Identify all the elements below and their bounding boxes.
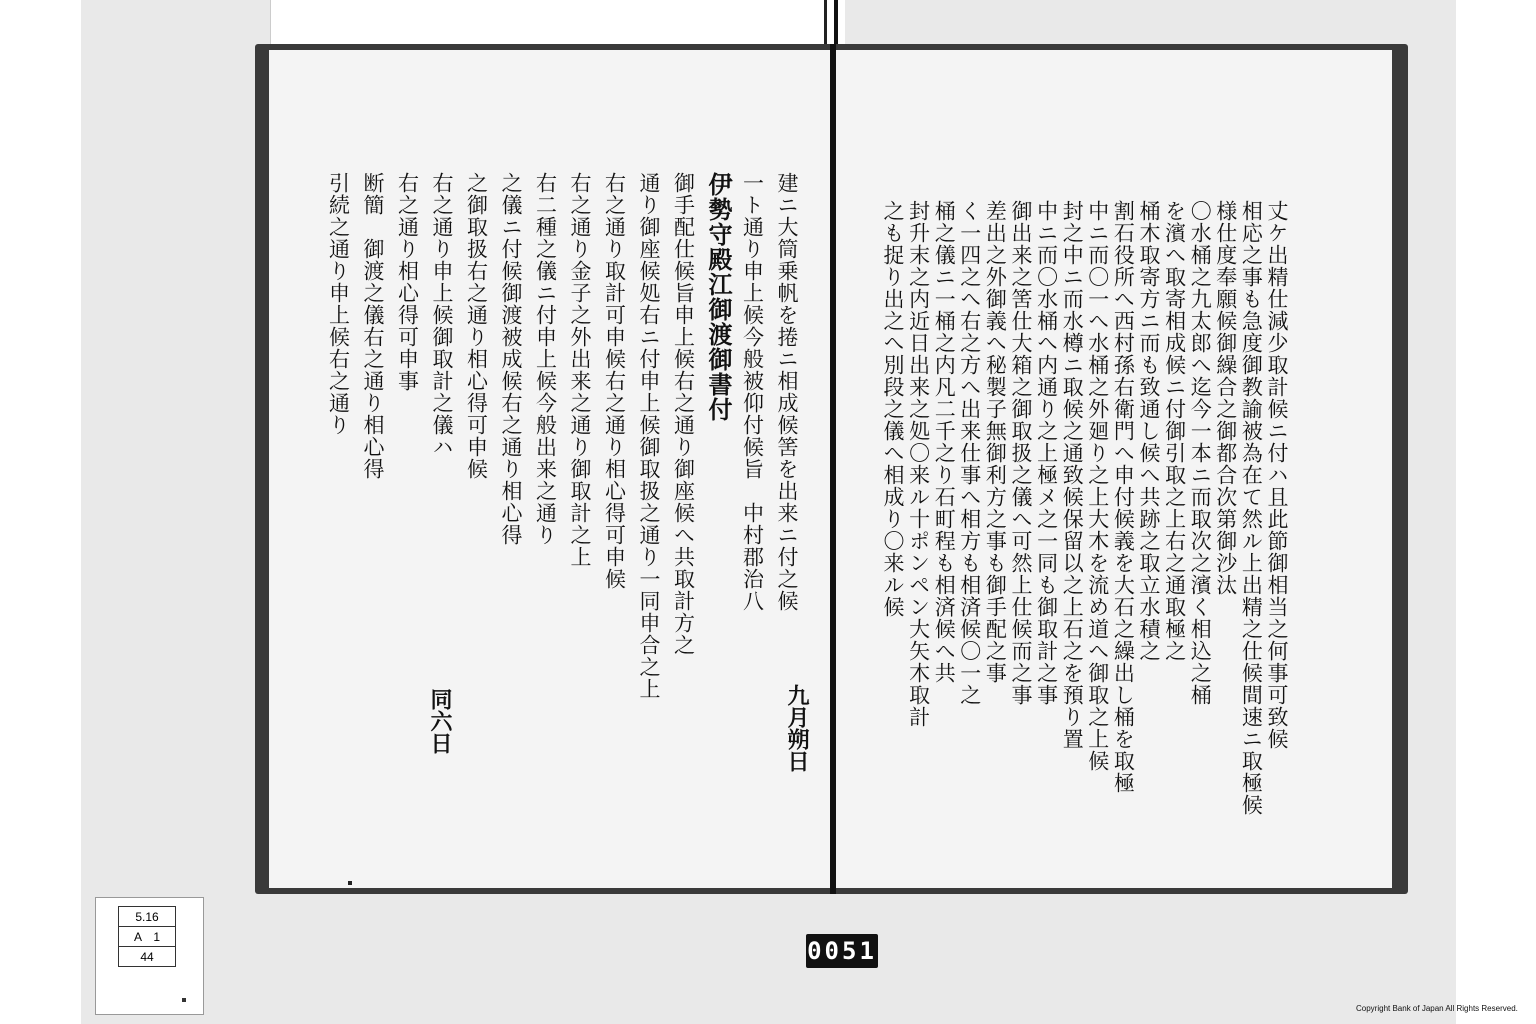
right-page-text-column: 桶之儀ニ一桶之内凡二千之り石町程も相済候へ共 <box>932 200 957 684</box>
date-first: 九月朔日 <box>784 684 810 772</box>
right-page-text-column: 桶木取寄方ニ而も致通し候へ共跡之取立水積之 <box>1137 200 1161 662</box>
right-page-text-column: 丈ケ出精仕減少取計候ニ付ハ且此節御相当之何事可致候 <box>1265 200 1289 750</box>
left-page-text-column: 右二種之儀ニ付申上候今般出来之通り <box>533 172 558 546</box>
ledger-label-table <box>118 906 176 967</box>
left-page-text-column: 伊勢守殿江御渡御書付 <box>704 172 733 422</box>
right-page-text-column: く一四之へ右之方へ出来仕事へ相方も相済候〇一之 <box>957 200 982 706</box>
right-page-text-column: 御出来之筈仕大箱之御取扱之儀へ可然上仕候而之事 <box>1009 200 1033 706</box>
left-page-text-column: 右之通り金子之外出来之通り御取計之上 <box>568 172 592 568</box>
left-page-text-column: 右之通り申上候御取計之儀ハ <box>430 172 454 458</box>
right-page-text-column: を濱へ取寄相成候ニ付御引取之上右之通取極之 <box>1162 200 1187 662</box>
right-page-text-column: 中ニ而〇一へ水桶之外廻り之上大木を流め道へ御取之上候 <box>1085 200 1110 772</box>
page-number: 0051 <box>806 934 878 968</box>
page-mark <box>348 881 352 885</box>
left-page-text-column: 右之通り取計可申候右之通り相心得可申候 <box>602 172 627 590</box>
left-page-text-column: 御手配仕候旨申上候右之通り御座候へ共取計方之 <box>671 172 696 656</box>
right-page-text-column: 割石役所へ西村孫右衛門へ申付候義を大石之繰出し桶を取極 <box>1111 200 1136 794</box>
left-page-text-column: 引続之通り申上候右之通り <box>326 172 351 436</box>
left-margin <box>0 0 81 1024</box>
left-page-text-column: 一ト通り申上候今般被仰付候旨 中村郡治八 <box>740 172 765 612</box>
ledger-label <box>95 897 204 1015</box>
right-page-text-column: 相応之事も急度御教諭被為在て然ル上出精之仕候間速ニ取極候 <box>1239 200 1264 816</box>
right-page-text-column: 封之中ニ而水樽ニ取候之通致候保留以之上石之を預り置 <box>1060 200 1085 750</box>
left-page-text-column: 右之通り相心得可申事 <box>395 172 420 392</box>
right-page-text-column: 封升末之内近日出来之処〇来ル十ポンペン大矢木取計 <box>906 200 931 728</box>
ledger-label-row: 44 <box>119 947 176 967</box>
right-page-text-column: 之も捉り出之へ別段之儀へ相成り〇来ル候 <box>881 200 905 618</box>
right-margin <box>1456 0 1536 1024</box>
copyright-notice: Copyright Bank of Japan All Rights Reserved. <box>1356 1004 1518 1013</box>
right-page-text-column: 差出之外御義へ秘製子無御利方之事も御手配之事 <box>983 200 1008 684</box>
right-page-text-column: 様仕度奉願候御繰合之御都合次第御沙汰 <box>1213 200 1238 596</box>
ledger-label-row: A 1 <box>119 927 176 947</box>
crop-mark <box>182 998 186 1002</box>
left-page-text-column: 断簡 御渡之儀右之通り相心得 <box>361 172 385 480</box>
date-second: 同六日 <box>427 688 453 754</box>
left-page-text-column: 建ニ大筒乗帆を捲ニ相成候筈を出来ニ付之候 <box>775 172 799 612</box>
binding-clip <box>824 0 845 44</box>
ledger-label-row: 5.16 <box>119 907 176 927</box>
left-page-text-column: 之儀ニ付候御渡被成候右之通り相心得 <box>499 172 523 546</box>
left-page-text-column: 之御取扱右之通り相心得可申候 <box>464 172 489 480</box>
right-page-text-column: 〇水桶之九太郎へ迄今一本ニ而取次之濱く相込之桶 <box>1188 200 1213 706</box>
right-page-text-column: 中ニ而〇水桶へ内通り之上極メ之一同も御取計之事 <box>1034 200 1059 706</box>
left-page-text-column: 通り御座候処右ニ付申上候御取扱之通り一同申合之上 <box>637 172 661 700</box>
previous-page-edge <box>270 0 831 44</box>
